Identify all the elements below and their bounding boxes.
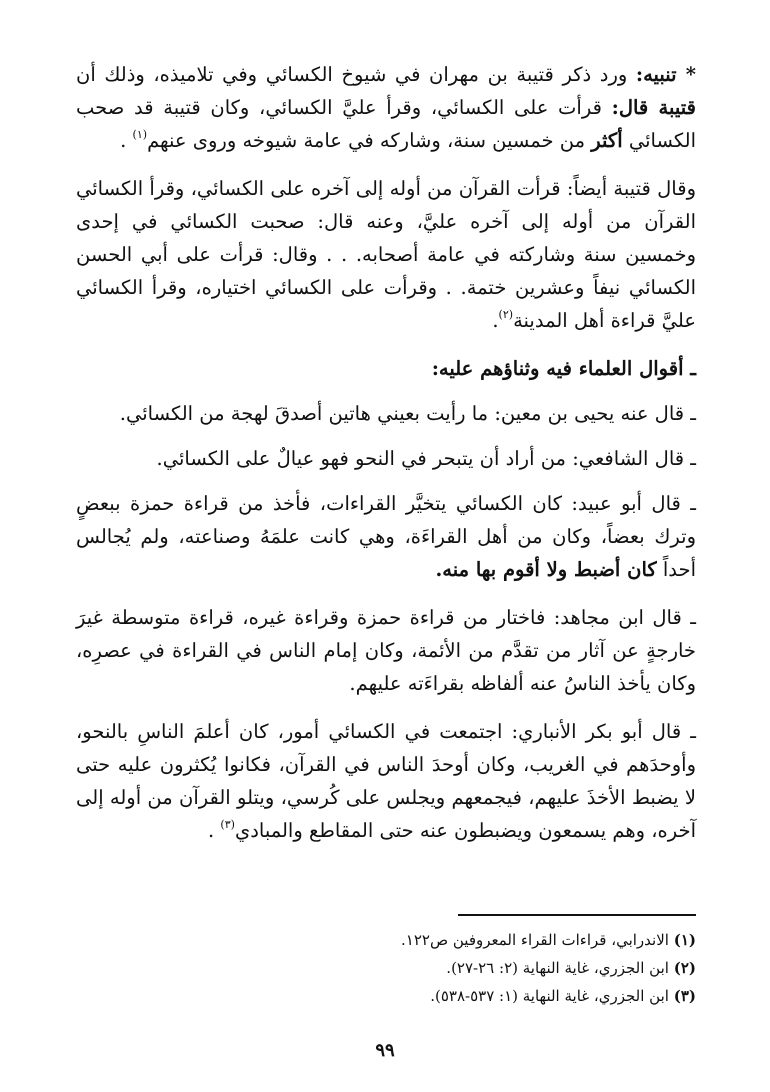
footnote-text: الاندرابي، قراءات القراء المعروفين ص١٢٢. xyxy=(401,931,674,949)
footnote-number: (١) xyxy=(673,931,696,949)
footnote-text: ابن الجزري، غاية النهاية (٢: ٢٦-٢٧). xyxy=(446,959,674,977)
paragraph-bold: أكثر xyxy=(591,129,623,152)
paragraph-text: من خمسين سنة، وشاركه في عامة شيوخه وروى عنهم xyxy=(147,129,592,152)
footnote-number: (٣) xyxy=(673,987,696,1005)
quote-shafii: ـ قال الشافعي: من أراد أن يتبحر في النحو فهو عيالٌ على الكسائي. xyxy=(156,447,696,470)
paragraph-text: ـ قال أبو عبيد: كان الكسائي يتخيَّر القراءات، فأخذ من قراءة حمزة ببعضٍ وترك بعضاً، وكان من أهل القراءَة، وهي كانت علمَهُ وصناعته، ولم يُجالس أحداً xyxy=(76,492,696,581)
paragraph-bold: كان أضبط ولا أقوم بها منه. xyxy=(435,558,657,581)
paragraph-text: وقال قتيبة أيضاً: قرأت القرآن من أوله إلى آخره على الكسائي، وقرأ الكسائي القرآن من أوله إلى آخره عليَّ، وعنه قال: صحبت الكسائي في إحدى وخمسين سنة وشاركته في عامة أصحابه. . . وقال: قرأت على أبي الحسن الكسائي نيفاً وعشرين ختمة. . وقرأت على الكسائي اختياره، وقرأ الكسائي عليَّ قراءة أهل المدينة xyxy=(76,177,696,332)
footnote-text: ابن الجزري، غاية النهاية (١: ٥٣٧-٥٣٨). xyxy=(430,987,674,1005)
footnote-ref-2[interactable]: (٢) xyxy=(498,308,514,321)
quote-ibn-maeen: ـ قال عنه يحيى بن معين: ما رأيت بعيني هاتين أصدقَ لهجة من الكسائي. xyxy=(119,402,696,425)
quote-abu-ubaid xyxy=(76,487,696,586)
quote-ibn-mujahid: ـ قال ابن مجاهد: فاختار من قراءة حمزة وقراءة غيره، قراءة متوسطة غيرَ خارجةٍ عن آثار من تقدَّم من الأئمة، وكان إمام الناس في القراءة في عصرِه، وكان يأخذ الناسُ عنه ألفاظه بقراءَته عليهم. xyxy=(76,606,696,695)
footnote-ref-3[interactable]: (٣) xyxy=(220,818,235,831)
paragraph-end: . xyxy=(492,309,499,332)
footnote-number: (٢) xyxy=(673,959,696,977)
paragraph-end: . xyxy=(120,129,133,152)
footnote-divider xyxy=(458,914,696,916)
footnote-ref-1[interactable]: (١) xyxy=(132,128,148,141)
paragraph-qutayba xyxy=(76,172,696,337)
paragraph-text: ـ قال أبو بكر الأنباري: اجتمعت في الكسائي أمور، كان أعلمَ الناسِ بالنحو، وأوحدَهم في الغريب، وكان أوحدَ الناس في القرآن، فكانوا يُكثرون عليه حتى لا يضبط الأخذَ عليهم، فيجمعهم ويجلس على كُرسي، ويتلو القرآن من أوله إلى آخره، وهم يسمعون ويضبطون عنه حتى المقاطع والمبادي xyxy=(76,720,696,842)
paragraph-bold: قتيبة قال: xyxy=(611,96,696,119)
footnote-3 xyxy=(76,982,696,1010)
page-number: ٩٩ xyxy=(375,1040,395,1061)
footnote-2 xyxy=(76,954,696,982)
page-body xyxy=(76,58,696,862)
footnote-1 xyxy=(76,926,696,954)
paragraph-text: ورد ذكر قتيبة بن مهران في شيوخ الكسائي وفي تلاميذه، وذلك أن xyxy=(76,63,636,86)
paragraph-end: . xyxy=(208,819,221,842)
paragraph-text: قرأت على الكسائي، وقرأ عليَّ الكسائي، وكان قتيبة قد صحب الكسائي xyxy=(76,96,696,152)
footnotes xyxy=(76,926,696,1010)
note-lead: * تنبيه: xyxy=(635,63,696,86)
section-heading: ـ أقوال العلماء فيه وثناؤهم عليه: xyxy=(431,357,696,380)
quote-anbari xyxy=(76,715,696,847)
paragraph-note xyxy=(76,58,696,157)
